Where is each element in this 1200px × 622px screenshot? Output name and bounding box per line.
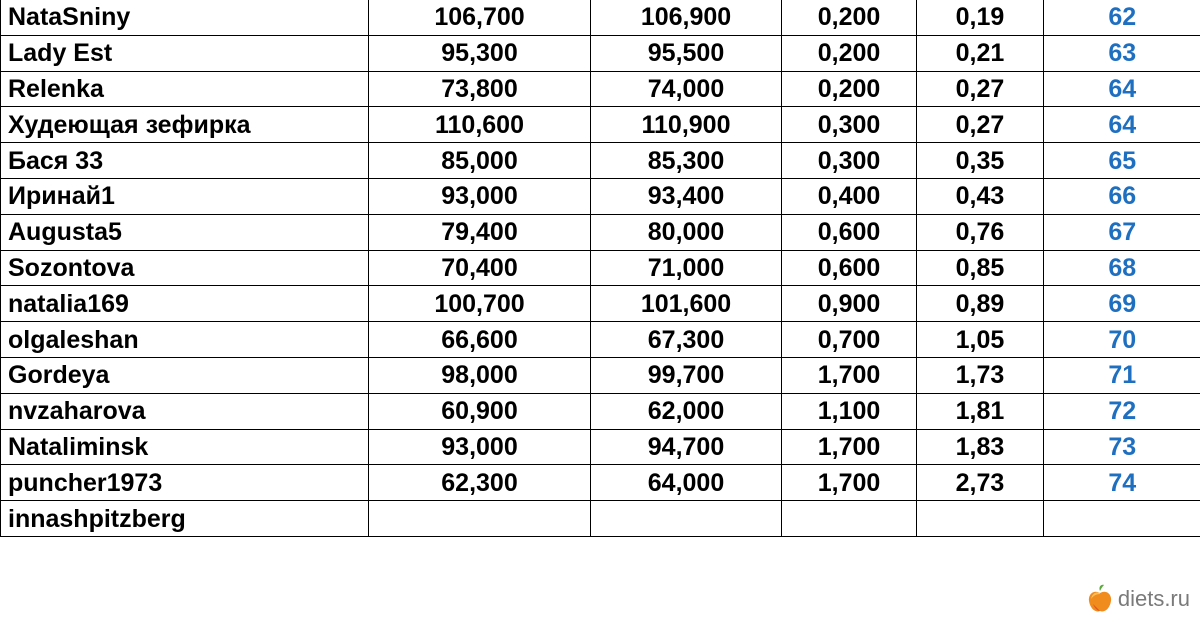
difference-cell: 0,200: [782, 71, 917, 107]
current-weight-cell: 80,000: [591, 214, 782, 250]
start-weight-cell: [369, 501, 591, 537]
current-weight-cell: 62,000: [591, 393, 782, 429]
start-weight-cell: 79,400: [369, 214, 591, 250]
difference-cell: 1,700: [782, 429, 917, 465]
difference-cell: 1,700: [782, 465, 917, 501]
table-row: [1, 214, 1200, 250]
table-row: [1, 107, 1200, 143]
percent-cell: 1,83: [917, 429, 1044, 465]
difference-cell: 0,200: [782, 0, 917, 35]
percent-cell: 0,76: [917, 214, 1044, 250]
table-row: [1, 322, 1200, 358]
current-weight-cell: 106,900: [591, 0, 782, 35]
difference-cell: 1,100: [782, 393, 917, 429]
difference-cell: 1,700: [782, 357, 917, 393]
start-weight-cell: 93,000: [369, 429, 591, 465]
table-row: [1, 357, 1200, 393]
rank-cell: 69: [1044, 286, 1200, 322]
difference-cell: 0,400: [782, 178, 917, 214]
percent-cell: 0,89: [917, 286, 1044, 322]
name-cell: olgaleshan: [1, 322, 369, 358]
name-cell: Nataliminsk: [1, 429, 369, 465]
rank-cell: 71: [1044, 357, 1200, 393]
start-weight-cell: 93,000: [369, 178, 591, 214]
table-row: [1, 143, 1200, 179]
rank-cell: [1044, 501, 1200, 537]
percent-cell: 0,27: [917, 71, 1044, 107]
diets-watermark: [1087, 584, 1190, 614]
apple-icon: [1087, 584, 1113, 614]
current-weight-cell: 99,700: [591, 357, 782, 393]
table-row: [1, 250, 1200, 286]
difference-cell: 0,300: [782, 143, 917, 179]
difference-cell: 0,700: [782, 322, 917, 358]
rank-cell: 67: [1044, 214, 1200, 250]
current-weight-cell: [591, 501, 782, 537]
table-row: [1, 178, 1200, 214]
name-cell: innashpitzberg: [1, 501, 369, 537]
name-cell: Худеющая зефирка: [1, 107, 369, 143]
start-weight-cell: 106,700: [369, 0, 591, 35]
name-cell: Gordeya: [1, 357, 369, 393]
rank-cell: 63: [1044, 35, 1200, 71]
current-weight-cell: 94,700: [591, 429, 782, 465]
rank-cell: 64: [1044, 71, 1200, 107]
percent-cell: 0,43: [917, 178, 1044, 214]
current-weight-cell: 93,400: [591, 178, 782, 214]
name-cell: Relenka: [1, 71, 369, 107]
start-weight-cell: 70,400: [369, 250, 591, 286]
rank-cell: 73: [1044, 429, 1200, 465]
current-weight-cell: 71,000: [591, 250, 782, 286]
percent-cell: 0,85: [917, 250, 1044, 286]
table-row: [1, 71, 1200, 107]
current-weight-cell: 101,600: [591, 286, 782, 322]
percent-cell: [917, 501, 1044, 537]
table-body: [1, 0, 1200, 536]
percent-cell: 1,81: [917, 393, 1044, 429]
percent-cell: 0,35: [917, 143, 1044, 179]
percent-cell: 0,27: [917, 107, 1044, 143]
start-weight-cell: 66,600: [369, 322, 591, 358]
table-row: [1, 393, 1200, 429]
start-weight-cell: 85,000: [369, 143, 591, 179]
watermark-text: diets.ru: [1117, 586, 1190, 611]
rank-cell: 66: [1044, 178, 1200, 214]
difference-cell: 0,300: [782, 107, 917, 143]
percent-cell: 0,19: [917, 0, 1044, 35]
rank-cell: 62: [1044, 0, 1200, 35]
rank-cell: 64: [1044, 107, 1200, 143]
table-row: [1, 465, 1200, 501]
start-weight-cell: 95,300: [369, 35, 591, 71]
start-weight-cell: 110,600: [369, 107, 591, 143]
name-cell: nvzaharova: [1, 393, 369, 429]
name-cell: NataSniny: [1, 0, 369, 35]
name-cell: Бася 33: [1, 143, 369, 179]
rank-cell: 65: [1044, 143, 1200, 179]
current-weight-cell: 85,300: [591, 143, 782, 179]
current-weight-cell: 67,300: [591, 322, 782, 358]
difference-cell: 0,600: [782, 250, 917, 286]
table-row: [1, 286, 1200, 322]
start-weight-cell: 98,000: [369, 357, 591, 393]
table-row: [1, 0, 1200, 35]
rank-cell: 68: [1044, 250, 1200, 286]
percent-cell: 0,21: [917, 35, 1044, 71]
start-weight-cell: 60,900: [369, 393, 591, 429]
difference-cell: 0,600: [782, 214, 917, 250]
percent-cell: 2,73: [917, 465, 1044, 501]
rank-cell: 74: [1044, 465, 1200, 501]
start-weight-cell: 100,700: [369, 286, 591, 322]
name-cell: Sozontova: [1, 250, 369, 286]
current-weight-cell: 74,000: [591, 71, 782, 107]
rank-cell: 70: [1044, 322, 1200, 358]
name-cell: Lady Est: [1, 35, 369, 71]
table-row: [1, 35, 1200, 71]
current-weight-cell: 64,000: [591, 465, 782, 501]
difference-cell: 0,900: [782, 286, 917, 322]
percent-cell: 1,05: [917, 322, 1044, 358]
percent-cell: 1,73: [917, 357, 1044, 393]
name-cell: natalia169: [1, 286, 369, 322]
table-row: [1, 501, 1200, 537]
current-weight-cell: 95,500: [591, 35, 782, 71]
rank-cell: 72: [1044, 393, 1200, 429]
name-cell: puncher1973: [1, 465, 369, 501]
current-weight-cell: 110,900: [591, 107, 782, 143]
table-row: [1, 429, 1200, 465]
difference-cell: 0,200: [782, 35, 917, 71]
name-cell: Augusta5: [1, 214, 369, 250]
start-weight-cell: 62,300: [369, 465, 591, 501]
difference-cell: [782, 501, 917, 537]
name-cell: Иринай1: [1, 178, 369, 214]
start-weight-cell: 73,800: [369, 71, 591, 107]
